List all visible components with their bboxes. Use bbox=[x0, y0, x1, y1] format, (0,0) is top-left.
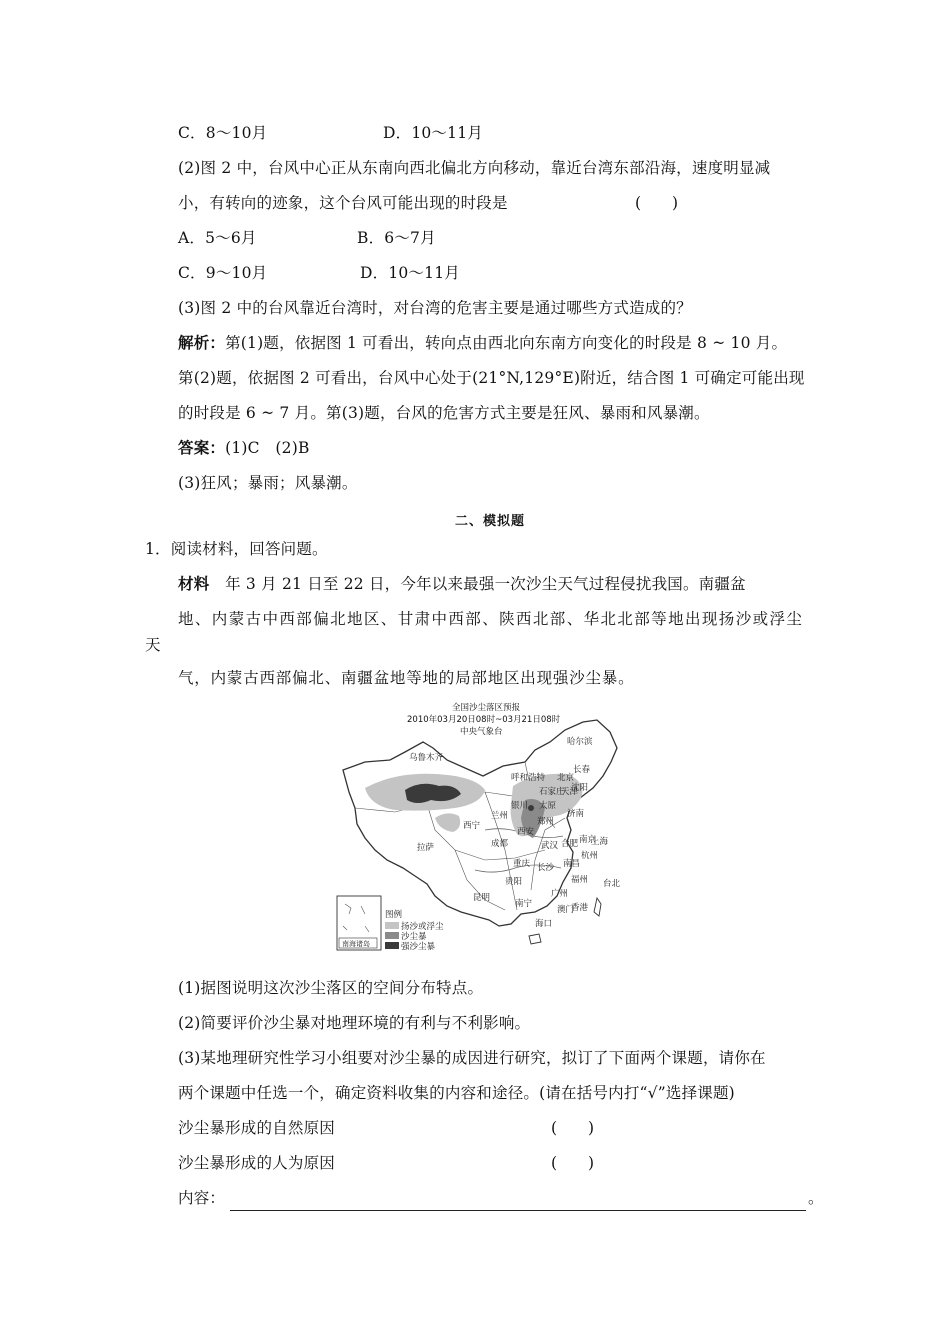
answer-line2: (3)狂风；暴雨；风暴潮。 bbox=[178, 474, 358, 492]
answer-line1 bbox=[178, 437, 310, 459]
content-label: 内容： bbox=[178, 1189, 226, 1207]
city-label: 沈阳 bbox=[571, 783, 589, 793]
legend-swatch-strong bbox=[385, 942, 399, 949]
city-label: 重庆 bbox=[513, 859, 531, 869]
option-d: D．10～11月 bbox=[360, 264, 460, 282]
option-d-prev: D．10～11月 bbox=[383, 124, 483, 142]
material-label: 材料 bbox=[178, 574, 210, 593]
analysis-text-1: 第(1)题，依据图 1 可看出，转向点由西北向东南方向变化的时段是 8 ~ 10 月。 bbox=[225, 334, 788, 352]
question-2-line2: 小，有转向的迹象，这个台风可能出现的时段是 bbox=[178, 194, 508, 212]
content-answer-field[interactable] bbox=[230, 1196, 806, 1211]
material-line3: 气，内蒙古西部偏北、南疆盆地等地的局部地区出现强沙尘暴。 bbox=[178, 669, 635, 687]
city-label: 香港 bbox=[571, 903, 589, 913]
topic-human: 沙尘暴形成的人为原因 bbox=[178, 1154, 336, 1172]
legend-label-1: 扬沙或浮尘 bbox=[401, 922, 444, 932]
city-label: 杭州 bbox=[581, 851, 599, 861]
city-label: 银川 bbox=[511, 801, 529, 811]
analysis-label: 解析： bbox=[178, 333, 226, 352]
topic-natural: 沙尘暴形成的自然原因 bbox=[178, 1119, 336, 1137]
dust-forecast-map bbox=[335, 700, 625, 956]
city-label: 武汉 bbox=[541, 841, 559, 851]
city-label: 广州 bbox=[551, 889, 569, 899]
taiwan-island bbox=[594, 898, 601, 916]
city-label: 乌鲁木齐 bbox=[409, 753, 444, 763]
map-subtitle: 2010年03月20日08时~03月21日08时 bbox=[407, 715, 561, 725]
city-label: 济南 bbox=[567, 809, 585, 819]
city-label: 成都 bbox=[491, 839, 509, 849]
analysis-line3: 的时段是 6 ~ 7 月。第(3)题，台风的危害方式主要是狂风、暴雨和风暴潮。 bbox=[178, 404, 710, 422]
option-a: A．5～6月 bbox=[178, 229, 257, 247]
city-label: 海口 bbox=[535, 919, 553, 929]
sub-question-3-line1: (3)某地理研究性学习小组要对沙尘暴的成因进行研究，拟订了下面两个课题，请你在 bbox=[178, 1049, 766, 1067]
content-end-mark: 。 bbox=[808, 1189, 824, 1207]
city-label: 郑州 bbox=[537, 817, 555, 827]
material-line1 bbox=[178, 573, 746, 595]
analysis-line2: 第(2)题，依据图 2 可看出，台风中心处于(21°N,129°E)附近，结合图 1 可确定可能出现 bbox=[178, 369, 805, 387]
option-c-prev: C．8～10月 bbox=[178, 124, 268, 142]
topic-human-checkbox[interactable]: ( ) bbox=[551, 1154, 595, 1172]
city-label: 南京 bbox=[579, 835, 597, 845]
legend-label-2: 沙尘暴 bbox=[401, 932, 427, 942]
city-label: 石家庄 bbox=[539, 787, 565, 797]
question-2-line1: (2)图 2 中，台风中心正从东南向西北偏北方向移动，靠近台湾东部沿海，速度明显减 bbox=[178, 159, 771, 177]
answer-label: 答案： bbox=[178, 438, 226, 457]
city-label: 西宁 bbox=[463, 821, 481, 831]
sub-question-1: (1)据图说明这次沙尘落区的空间分布特点。 bbox=[178, 979, 484, 997]
answer-text: (1)C (2)B bbox=[225, 439, 310, 457]
city-label: 长春 bbox=[573, 765, 591, 775]
option-c: C．9～10月 bbox=[178, 264, 268, 282]
city-label: 福州 bbox=[571, 875, 589, 885]
city-label: 合肥 bbox=[561, 839, 579, 849]
legend-swatch-light bbox=[385, 922, 399, 929]
material-text-1: 年 3 月 21 日至 22 日，今年以来最强一次沙尘天气过程侵扰我国。南疆盆 bbox=[209, 575, 746, 593]
city-label: 台北 bbox=[603, 879, 621, 889]
city-label: 南宁 bbox=[515, 899, 533, 909]
hainan-island bbox=[529, 934, 541, 944]
dust-area-strong bbox=[528, 805, 534, 811]
city-label: 天津 bbox=[561, 787, 579, 797]
map-source: 中央气象台 bbox=[460, 727, 503, 737]
map-title: 全国沙尘落区预报 bbox=[452, 703, 521, 713]
city-label: 哈尔滨 bbox=[567, 737, 593, 747]
city-label: 北京 bbox=[557, 773, 575, 783]
question-3: (3)图 2 中的台风靠近台湾时，对台湾的危害主要是通过哪些方式造成的？ bbox=[178, 299, 692, 317]
inset-label: 南海诸岛 bbox=[342, 940, 370, 948]
city-label: 长沙 bbox=[537, 863, 555, 873]
answer-paren-q2: ( ) bbox=[635, 194, 679, 212]
city-label: 拉萨 bbox=[417, 843, 435, 853]
city-label: 贵阳 bbox=[505, 877, 523, 887]
legend-swatch-medium bbox=[385, 932, 399, 939]
sub-question-3-line2: 两个课题中任选一个，确定资料收集的内容和途径。(请在括号内打“√”选择课题) bbox=[178, 1084, 735, 1102]
topic-natural-checkbox[interactable]: ( ) bbox=[551, 1119, 595, 1137]
legend-label-3: 强沙尘暴 bbox=[401, 942, 436, 952]
analysis-line1 bbox=[178, 332, 787, 354]
city-label: 昆明 bbox=[473, 893, 491, 903]
city-label: 呼和浩特 bbox=[511, 773, 546, 783]
q1-intro: 1．阅读材料，回答问题。 bbox=[145, 540, 328, 558]
section-title: 二、模拟题 bbox=[454, 514, 525, 529]
city-label: 上海 bbox=[591, 837, 609, 847]
city-label: 兰州 bbox=[491, 811, 509, 821]
legend-title: 图例 bbox=[385, 910, 403, 920]
option-b: B．6～7月 bbox=[357, 229, 436, 247]
city-label: 澳门 bbox=[557, 905, 575, 915]
city-label: 西安 bbox=[517, 827, 535, 837]
sub-question-2: (2)简要评价沙尘暴对地理环境的有利与不利影响。 bbox=[178, 1014, 531, 1032]
material-line2b: 天 bbox=[145, 636, 161, 654]
material-line2: 地、内蒙古中西部偏北地区、甘肃中西部、陕西北部、华北北部等地出现扬沙或浮尘 bbox=[178, 610, 804, 628]
city-label: 南昌 bbox=[563, 859, 581, 869]
city-label: 太原 bbox=[539, 801, 557, 811]
